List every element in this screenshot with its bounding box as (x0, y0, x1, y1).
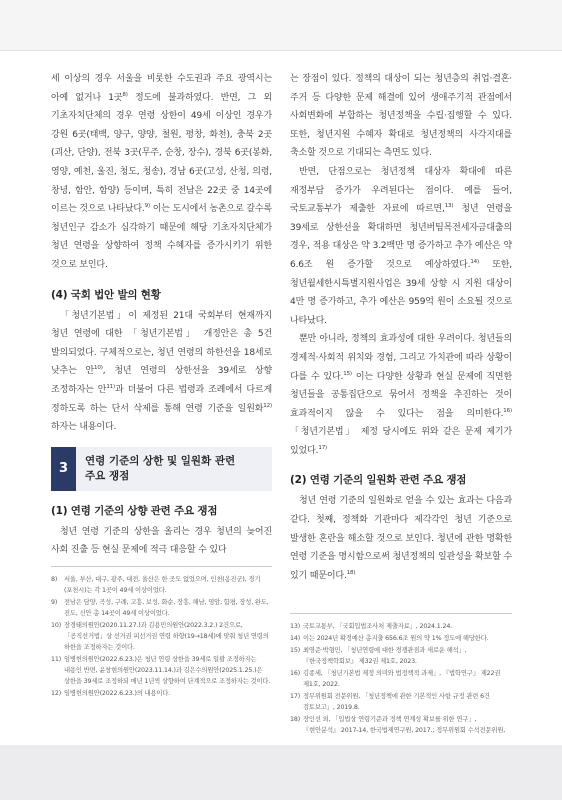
paragraph-policy-effectiveness: 뿐만 아니라, 정책의 효과성에 대한 우려이다. 청년들의 경제적·사회적 위치와 경험, 그리고 가치관에 따라 상황이 다를 수 있다.$^{15)}$ 이는 다양한 상황과 현실 문제에 직면한 청년들을 공통집단으로 묶어서 정책을 추진하는 것이 효과적이지 않을 수 있다는 점을 의미한다.$^{16)}$ 「청년기본법」 제정 당시에도 위와 같은 문제 제기가 있었다.$^{17)}$ (290, 334, 512, 456)
footnote-ref-18[interactable]: 18) (346, 569, 356, 576)
footnote-ref-16[interactable]: 16) (503, 407, 512, 414)
right-column (290, 70, 512, 736)
footnote-9: 9) 전남은 담양, 곡성, 구례, 고흥, 보성, 화순, 장흥, 해남, 영암, 함평, 장성, 완도, 진도, 신안 총 14곳이 49세 이상이었다. (51, 598, 269, 617)
footnote-17: 17) 정무위원회 전문위원, 「청년정책에 관한 기본적인 사항 규정 관련 6건 검토보고」, 2019.8. (290, 692, 490, 711)
subheading-upper-limit-issues: (1) 연령 기준의 상향 관련 주요 쟁점 (51, 504, 218, 517)
footnote-ref-15[interactable]: 15) (343, 370, 352, 377)
paragraph-upper-limit-advantages: 는 장점이 있다. 정책의 대상이 되는 청년층의 취업·결혼·주거 등 다양한 문제 해결에 있어 생애주기적 관점에서 사회변화에 부합하는 청년정책을 수립·집행할 수 있다. 또한, 청년지원 수혜자 확대로 청년정책의 사각지대를 축소할 것으로 기대되는 측면도 있다. (290, 74, 512, 159)
footnote-15: 15) 최영준·박형민, 「청년연령에 대한 경쟁관점과 새로운 해석」, 『한국정책학회보』 제32권 제1호, 2023. (290, 646, 467, 666)
footnote-14: 14) 이는 2024년 확정예산 총지출 656.6조 원의 약 1% 정도에 해당한다. (290, 635, 489, 643)
footnotes-right (290, 621, 512, 736)
footnote-8: 8) 서울, 부산, 대구, 광주, 대전, 울산은 한 곳도 없었으며, 인천(옹진군), 경기(포천시)는 각 1곳이 49세 이상이었다. (51, 575, 261, 595)
footnote-ref-9[interactable]: 9) (144, 203, 150, 210)
header-rule (0, 50, 562, 51)
footnote-11: 11) 임병헌의원안(2022.6.23.)은 청년 연령 상한을 39세로 일괄 조정하자는 내용인 반면, 윤창현의원안(2023.11.14.)과 김은수의원안(2025.1.25.)은 상한을 39세로 조정하되 매년 1년씩 상향하여 단계적으로 조정하자는 것이다. (51, 655, 271, 686)
paragraph-upper-limit-intro: 청년 연령 기준의 상한을 올리는 경우 청년의 늦어진 사회 진출 등 현실 문제에 적극 대응할 수 있다 (51, 526, 272, 556)
footnote-13: 13) 국토교통부, 「국회입법조사처 제출자료」, 2024.1.24. (290, 623, 453, 631)
paragraph-fiscal-burden: 반면, 단점으로는 청년정책 대상자 확대에 따른 재정부담 증가가 우려된다는 점이다. 예를 들어, 국토교통부가 제출한 자료에 따르면,$^{13)}$ 청년 연령을 39세로 상한선을 확대하면 청년버팀목전세자금대출의 경우, 적용 대상은 약 3.2백만 명 증가하고 추가 예산은 약 6.6조 원 증가할 것으로 예상하였다.$^{14)}$ 또한, 청년월세한시특별지원사업은 39세 상향 시 지원 대상이 4만 명 증가하고, 추가 예산은 959억 원이 소요될 것으로 나타났다. (290, 166, 512, 326)
section-title-line-1: 연령 기준의 상한 및 일원화 관련 (85, 454, 236, 467)
footnote-divider-right (290, 613, 512, 614)
paragraph-bill-status: 「청년기본법」이 제정된 21대 국회부터 현재까지 청년 연령에 대한 「청년기본법」 개정안은 총 5건 발의되었다. 구체적으로는, 청년 연령의 하한선을 18세로 낮추는 안$^{10)}$, 청년 연령의 상한선을 39세로 상향 조정하자는 안$^{11)}$과 더불어 다른 법령과 조례에서 다르게 정하도록 하는 단서 삭제를 통해 연령 기준을 일원화$^{12)}$하자는 내용이다. (51, 310, 272, 433)
footnote-16: 16) 김종세, 「청년기본법 제정 의미와 법정책적 과제」, 『법학연구』 제22권 제1호, 2022. (290, 669, 501, 688)
footnote-divider-left (51, 566, 272, 567)
left-column (51, 70, 272, 700)
header-band (0, 0, 562, 50)
footnote-18: 18) 장인선 외, 「입법상 연령기준과 정책 연계성 확보를 위한 연구」, 『현안분석』 2017-14, 한국법제연구원, 2017.; 정무위원회 수석전문위원, (290, 715, 506, 734)
footnote-ref-13[interactable]: 13) (444, 203, 454, 210)
footnote-10: 10) 장경태의원안(2020.11.27.)과 김용민의원안(2022.3.2.) 2건으로, 「공직선거법」상 선거권 피선거권 연령 하향(19→18세)에 맞춰 청년 연령의 하한을 조정하자는 것이다. (51, 621, 269, 652)
footnote-ref-17[interactable]: 17) (318, 444, 328, 451)
footnote-ref-14[interactable]: 14) (470, 258, 480, 265)
footnote-ref-10[interactable]: 10) (94, 365, 103, 372)
footer-band (0, 745, 562, 800)
footnote-12: 12) 임병헌의원안(2022.6.23.)의 내용이다. (51, 689, 171, 697)
paragraph-regional-age-limits: 세 이상의 경우 서울을 비롯한 수도권과 주요 광역시는 아예 없거나 1곳$^{8)}$ 정도에 불과하였다. 반면, 그 외 기초자치단체의 경우 연령 상한이 49세 이상인 경우가 강원 6곳(태백, 양구, 양양, 철원, 평창, 화천), 충북 2곳(괴산, 단양), 전북 3곳(무주, 순창, 장수), 경북 6곳(봉화, 영양, 예천, 울진, 청도, 청송), 경남 6곳(고성, 산청, 의령, 창녕, 함안, 함양) 등이며, 특히 전남은 22곳 중 14곳에 이르는 것으로 나타났다.$^{9)}$ 이는 도시에서 농촌으로 갈수록 청년인구 감소가 심각하기 때문에 해당 기초자치단체가 청년 연령을 상향하여 정책 수혜자를 증가시키기 위한 것으로 보인다. (51, 74, 272, 270)
section-number-badge: 3 (51, 447, 76, 491)
footnote-ref-12[interactable]: 12) (263, 402, 272, 409)
footnotes-left (51, 574, 272, 699)
subheading-unification-issues: (2) 연령 기준의 일원화 관련 주요 쟁점 (290, 474, 467, 487)
footnote-ref-8[interactable]: 8) (122, 91, 128, 98)
section-heading-3 (51, 447, 272, 491)
section-title-line-2: 주요 쟁점 (85, 469, 130, 482)
footnote-ref-11[interactable]: 11) (106, 383, 116, 390)
paragraph-unification-effects: 청년 연령 기준의 일원화로 얻을 수 있는 효과는 다음과 같다. 첫째, 정책화 기관마다 제각각인 청년 기준으로 발생한 혼란을 해소할 것으로 보인다. 청년에 관한 명확한 연령 기준을 명시함으로써 청년정책의 일관성을 확보할 수 있기 때문이다.$^{18)}$ (290, 496, 512, 581)
section-title (85, 454, 235, 484)
subheading-bill-status: (4) 국회 법안 발의 현황 (51, 288, 161, 301)
